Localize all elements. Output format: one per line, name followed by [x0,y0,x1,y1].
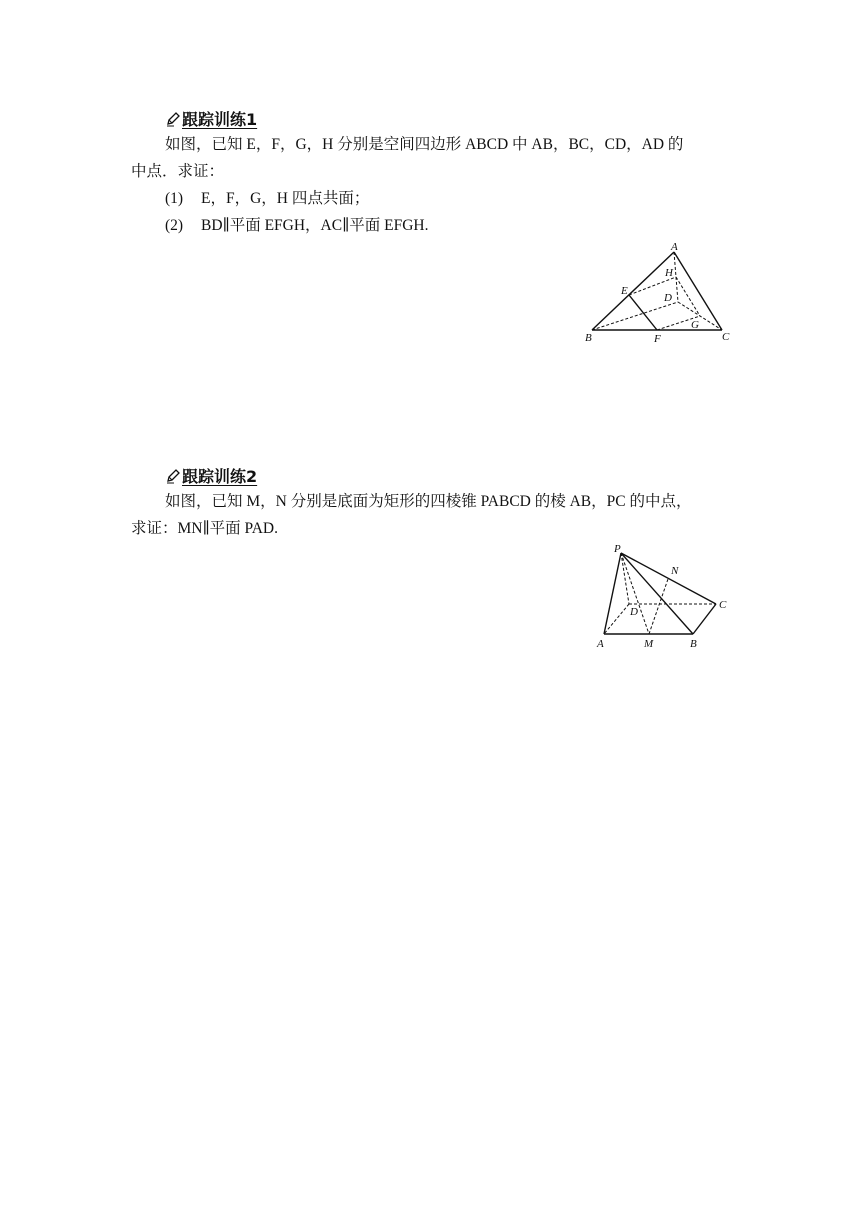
edge-AB [592,252,674,330]
section1-text-line1: 如图，已知 E，F，G，H 分别是空间四边形 ABCD 中 AB，BC，CD，AD 的 [165,136,684,153]
edge-PB [621,553,693,634]
section1-item1-text: E，F，G，H 四点共面； [201,190,370,207]
label-A: A [597,638,604,650]
section1-item2-num: (2) [165,217,184,234]
edge-BD [592,302,678,330]
label-D: D [630,606,638,618]
label-B: B [585,332,592,344]
section1-heading [165,107,257,130]
section1-item2-text: BD∥平面 EFGH，AC∥平面 EFGH. [201,217,429,234]
label-E: E [621,285,628,297]
label-B: B [690,638,697,650]
section2-text-line1: 如图，已知 M，N 分别是底面为矩形的四棱锥 PABCD 的棱 AB，PC 的中点， [165,493,692,510]
label-H: H [665,267,673,279]
edge-PA [604,553,621,634]
edge-EF [629,295,657,330]
pencil-icon [165,468,181,484]
section2-text-line2: 求证：MN∥平面 PAD. [131,520,278,537]
pyramid-figure [588,538,738,656]
label-C: C [722,331,730,343]
label-P: P [614,543,621,555]
label-C: C [719,599,727,611]
edge-BC [693,604,716,634]
label-G: G [691,319,699,331]
section2-heading-text: 跟踪训练2 [182,467,258,486]
tetrahedron-figure [580,240,740,350]
section1-heading-text: 跟踪训练1 [182,110,258,129]
label-F: F [654,333,661,345]
edge-PC [621,553,716,604]
label-N: N [671,565,679,577]
section2-heading [165,464,257,487]
section1-text-line2: 中点．求证： [131,163,225,180]
label-A: A [671,241,678,253]
edge-HG [676,277,700,316]
pencil-icon [165,111,181,127]
label-M: M [644,638,654,650]
section1-item1-num: (1) [165,190,184,207]
label-D: D [664,292,672,304]
